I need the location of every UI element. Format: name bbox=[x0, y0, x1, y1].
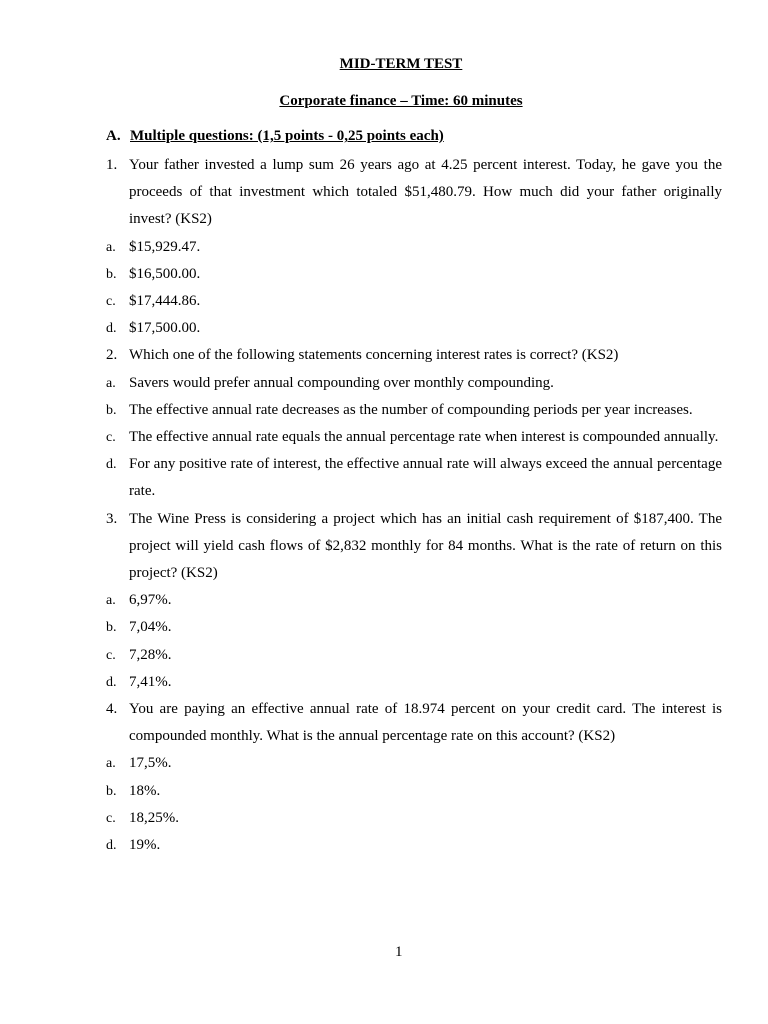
option-label: d. bbox=[106, 674, 117, 690]
question-1-option-c bbox=[106, 288, 722, 315]
option-text: 7,28%. bbox=[129, 646, 172, 663]
option-text: 7,41%. bbox=[129, 673, 172, 690]
option-text: 6,97%. bbox=[129, 592, 172, 609]
option-label: c. bbox=[106, 647, 116, 663]
question-2-option-d bbox=[106, 451, 722, 505]
section-text: Multiple questions: (1,5 points - 0,25 points each) bbox=[130, 128, 444, 144]
question-1 bbox=[106, 152, 722, 234]
option-label: b. bbox=[106, 620, 117, 636]
question-text: You are paying an effective annual rate of 18.974 percent on your credit card. The interest is compounded monthly. What is the annual percentage rate on this account? (KS2) bbox=[129, 701, 722, 745]
question-number: 4. bbox=[106, 701, 118, 718]
option-label: d. bbox=[106, 838, 117, 854]
option-text: 18%. bbox=[129, 782, 161, 799]
option-label: c. bbox=[106, 430, 116, 446]
question-3-option-b bbox=[106, 614, 722, 641]
question-text: Your father invested a lump sum 26 years ago at 4.25 percent interest. Today, he gave you the proceeds of that investment which totaled $51,480.79. How much did your father originally invest? (KS2) bbox=[129, 157, 722, 228]
option-text: The effective annual rate equals the annual percentage rate when interest is compounded annually. bbox=[129, 429, 719, 446]
question-1-option-d bbox=[106, 315, 722, 342]
question-2-option-a bbox=[106, 370, 722, 397]
question-text: Which one of the following statements concerning interest rates is correct? (KS2) bbox=[129, 347, 619, 364]
option-text: $16,500.00. bbox=[129, 265, 201, 282]
option-text: 7,04%. bbox=[129, 619, 172, 636]
option-text: 18,25%. bbox=[129, 809, 179, 826]
question-number: 2. bbox=[106, 347, 118, 364]
question-3 bbox=[106, 506, 722, 588]
question-4-option-b bbox=[106, 778, 722, 805]
option-text: Savers would prefer annual compounding over monthly compounding. bbox=[129, 374, 554, 391]
option-label: b. bbox=[106, 783, 117, 799]
option-label: a. bbox=[106, 593, 116, 609]
question-4-option-d bbox=[106, 832, 722, 859]
option-label: d. bbox=[106, 457, 117, 473]
question-2 bbox=[106, 342, 722, 369]
option-text: $17,500.00. bbox=[129, 320, 201, 337]
option-text: $17,444.86. bbox=[129, 293, 201, 310]
option-text: The effective annual rate decreases as the number of compounding periods per year increases. bbox=[129, 401, 693, 418]
question-3-option-a bbox=[106, 587, 722, 614]
question-1-option-a bbox=[106, 234, 722, 261]
option-label: c. bbox=[106, 294, 116, 310]
option-text: 19%. bbox=[129, 837, 161, 854]
question-list bbox=[106, 152, 722, 859]
question-2-option-c bbox=[106, 424, 722, 451]
test-subtitle: Corporate finance – Time: 60 minutes bbox=[279, 93, 523, 109]
test-title: MID-TERM TEST bbox=[339, 56, 463, 72]
question-number: 1. bbox=[106, 157, 118, 173]
page-number: 1 bbox=[395, 944, 403, 960]
option-label: a. bbox=[106, 375, 116, 391]
option-text: $15,929.47. bbox=[129, 238, 201, 255]
option-label: b. bbox=[106, 266, 117, 282]
question-4-option-c bbox=[106, 805, 722, 832]
question-3-option-d bbox=[106, 669, 722, 696]
option-text: For any positive rate of interest, the effective annual rate will always exceed the annual percentage rate. bbox=[129, 456, 722, 500]
option-label: c. bbox=[106, 810, 116, 826]
option-label: b. bbox=[106, 402, 117, 418]
option-label: a. bbox=[106, 756, 116, 772]
option-label: a. bbox=[106, 239, 116, 255]
question-2-option-b bbox=[106, 397, 722, 424]
question-3-option-c bbox=[106, 642, 722, 669]
option-label: d. bbox=[106, 321, 117, 337]
question-1-option-b bbox=[106, 261, 722, 288]
question-4-option-a bbox=[106, 750, 722, 777]
option-text: 17,5%. bbox=[129, 755, 172, 772]
question-4 bbox=[106, 696, 722, 750]
question-text: The Wine Press is considering a project which has an initial cash requirement of $187,400. The project will yield cash flows of $2,832 monthly for 84 months. What is the rate of return on this project? (KS2) bbox=[129, 510, 722, 582]
question-number: 3. bbox=[106, 510, 118, 527]
section-label: A. bbox=[106, 128, 121, 144]
